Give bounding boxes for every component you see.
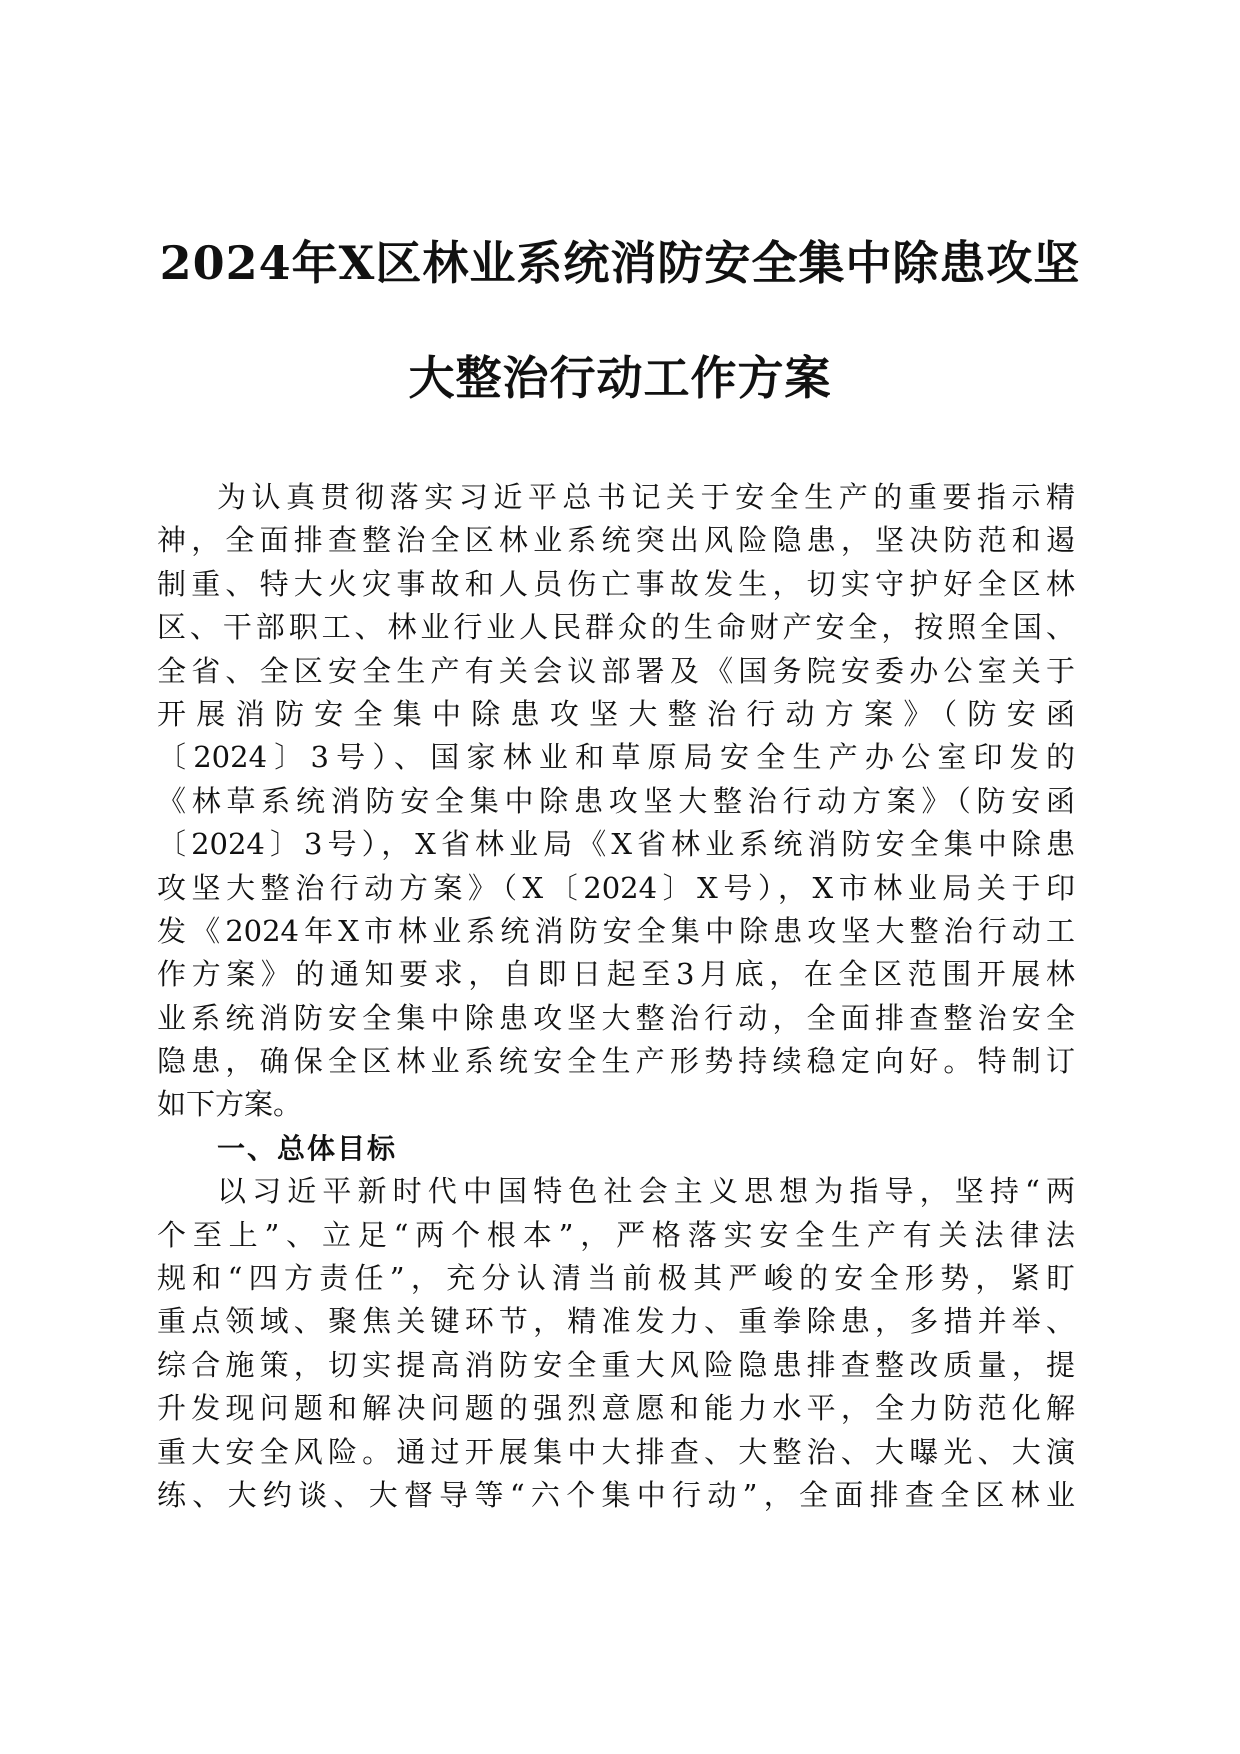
intro-line: 区、干部职工、林业行业人民群众的生命财产安全，按照全国、 xyxy=(157,610,1075,645)
intro-line: 业系统消防安全集中除患攻坚大整治行动，全面排查整治安全 xyxy=(157,1000,1075,1035)
document-title-line-2: 大整治行动工作方案 xyxy=(408,351,832,405)
section-line: 重点领域、聚焦关键环节，精准发力、重拳除患，多措并举、 xyxy=(157,1304,1075,1339)
section-heading: 一、总体目标 xyxy=(217,1131,398,1165)
section-line: 以习近平新时代中国特色社会主义思想为指导，坚持“两 xyxy=(217,1174,1075,1209)
intro-line: 发《2024年X市林业系统消防安全集中除患攻坚大整治行动工 xyxy=(157,913,1075,948)
intro-line: 为认真贯彻落实习近平总书记关于安全生产的重要指示精 xyxy=(217,480,1075,514)
intro-line: 制重、特大火灾事故和人员伤亡事故发生，切实守护好全区林 xyxy=(157,566,1075,601)
intro-line: 如下方案。 xyxy=(157,1087,303,1122)
section-line: 升发现问题和解决问题的强烈意愿和能力水平，全力防范化解 xyxy=(157,1391,1075,1426)
section-line: 综合施策，切实提高消防安全重大风险隐患排查整改质量，提 xyxy=(157,1347,1075,1382)
document-title-line-1: 2024年X区林业系统消防安全集中除患攻坚 xyxy=(159,236,1081,290)
document-body xyxy=(157,476,1075,1517)
intro-line: 全省、全区安全生产有关会议部署及《国务院安委办公室关于 xyxy=(157,653,1075,688)
section-line: 重大安全风险。通过开展集中大排查、大整治、大曝光、大演 xyxy=(157,1434,1075,1469)
section-line: 规和“四方责任”，充分认清当前极其严峻的安全形势，紧盯 xyxy=(157,1261,1075,1296)
intro-line: 〔2024〕3号），X省林业局《X省林业系统消防安全集中除患 xyxy=(157,827,1075,862)
intro-line: 〔2024〕3号）、国家林业和草原局安全生产办公室印发的 xyxy=(157,740,1075,775)
section-line: 练、大约谈、大督导等“六个集中行动”，全面排查全区林业 xyxy=(157,1477,1075,1512)
intro-line: 《林草系统消防安全集中除患攻坚大整治行动方案》（防安函 xyxy=(157,783,1075,818)
intro-line: 作方案》的通知要求，自即日起至3月底，在全区范围开展林 xyxy=(157,957,1075,992)
section-line: 个至上”、立足“两个根本”，严格落实安全生产有关法律法 xyxy=(157,1217,1075,1252)
intro-line: 开展消防安全集中除患攻坚大整治行动方案》（防安函 xyxy=(157,696,1075,731)
intro-line: 攻坚大整治行动方案》（X〔2024〕X号），X市林业局关于印 xyxy=(157,870,1075,905)
intro-line: 神，全面排查整治全区林业系统突出风险隐患，坚决防范和遏 xyxy=(157,523,1075,558)
intro-line: 隐患，确保全区林业系统安全生产形势持续稳定向好。特制订 xyxy=(157,1044,1075,1079)
